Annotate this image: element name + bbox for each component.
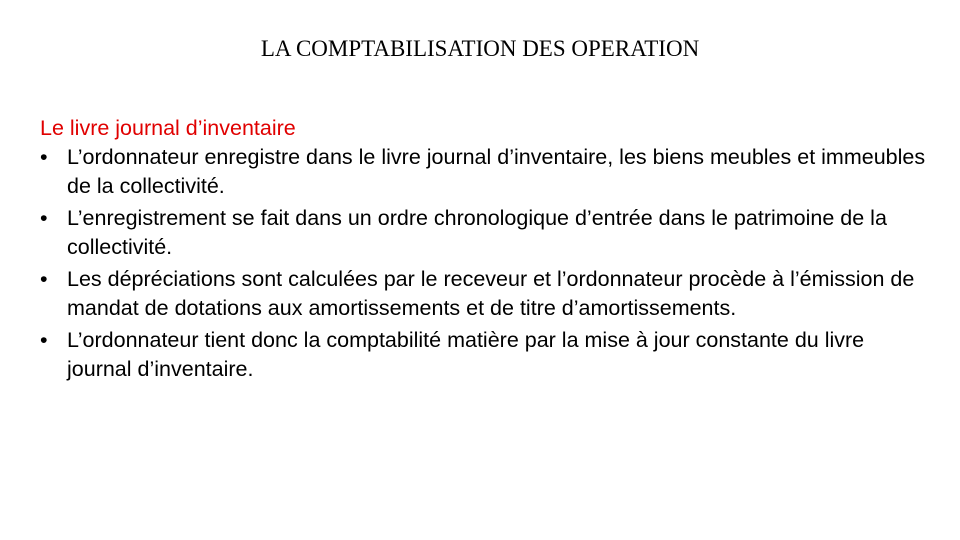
bullet-icon: • (40, 206, 48, 230)
bullet-icon: • (40, 145, 48, 169)
section-heading: Le livre journal d’inventaire (40, 116, 296, 140)
bullet-icon: • (40, 328, 48, 352)
bullet-text: L’enregistrement se fait dans un ordre chronologique d’entrée dans le patrimoine de la collectivité. (67, 206, 887, 259)
slide-content (40, 114, 930, 387)
bullet-icon: • (40, 267, 48, 291)
bullet-text: L’ordonnateur enregistre dans le livre journal d’inventaire, les biens meubles et immeubles de la collectivité. (67, 145, 926, 198)
bullet-item (40, 265, 930, 323)
bullet-text: L’ordonnateur tient donc la comptabilité matière par la mise à jour constante du livre journal d’inventaire. (67, 328, 865, 381)
bullet-list (40, 143, 930, 384)
bullet-item (40, 204, 930, 262)
bullet-text: Les dépréciations sont calculées par le receveur et l’ordonnateur procède à l’émission de mandat de dotations aux amortissements et de titre d’amortissements. (67, 267, 915, 320)
bullet-item (40, 143, 930, 201)
bullet-item (40, 326, 930, 384)
slide-title: LA COMPTABILISATION DES OPERATION (260, 36, 700, 61)
